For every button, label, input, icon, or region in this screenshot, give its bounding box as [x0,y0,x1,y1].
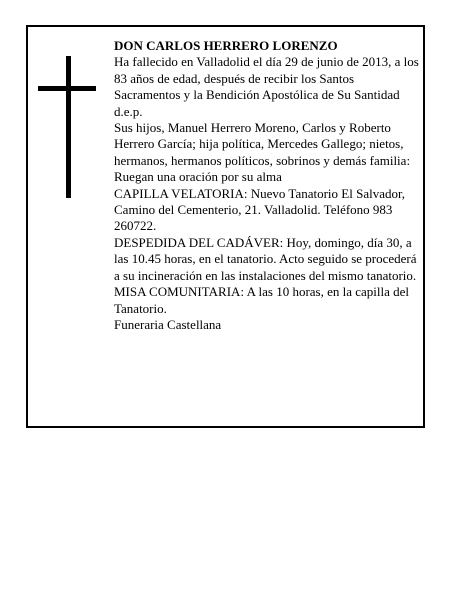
notice-text [114,38,422,333]
mass-info: MISA COMUNITARIA: A las 10 horas, en la capilla del Tanatorio. [114,284,410,316]
family-list: Sus hijos, Manuel Herrero Moreno, Carlos y Roberto Herrero García; hija política, Mercedes Gallego; nietos, hermanos, hermanos políticos, sobrinos y demás familia: [114,120,411,168]
deceased-name: DON CARLOS HERRERO LORENZO [114,38,338,53]
rip-abbreviation: d.e.p. [114,103,143,119]
death-announcement: Ha fallecido en Valladolid el día 29 de junio de 2013, a los 83 años de edad, después de recibir los Santos Sacramentos y la Bendición Apostólica de Su Santidad [114,54,419,103]
chapel-info: CAPILLA VELATORIA: Nuevo Tanatorio El Salvador, Camino del Cementerio, 21. Valladolid. Teléfono 983 260722. [114,185,406,234]
obituary-notice [26,25,425,428]
cross-vertical-bar [66,56,71,198]
cross-horizontal-bar [38,86,96,91]
farewell-info: DESPEDIDA DEL CADÁVER: Hoy, domingo, día 30, a las 10.45 horas, en el tanatorio. Acto seguido se procederá a su incineración en las instalaciones del mismo tanatorio. [114,234,417,283]
funeral-home: Funeraria Castellana [114,316,222,332]
prayer-request: Ruegan una oración por su alma [114,169,282,185]
